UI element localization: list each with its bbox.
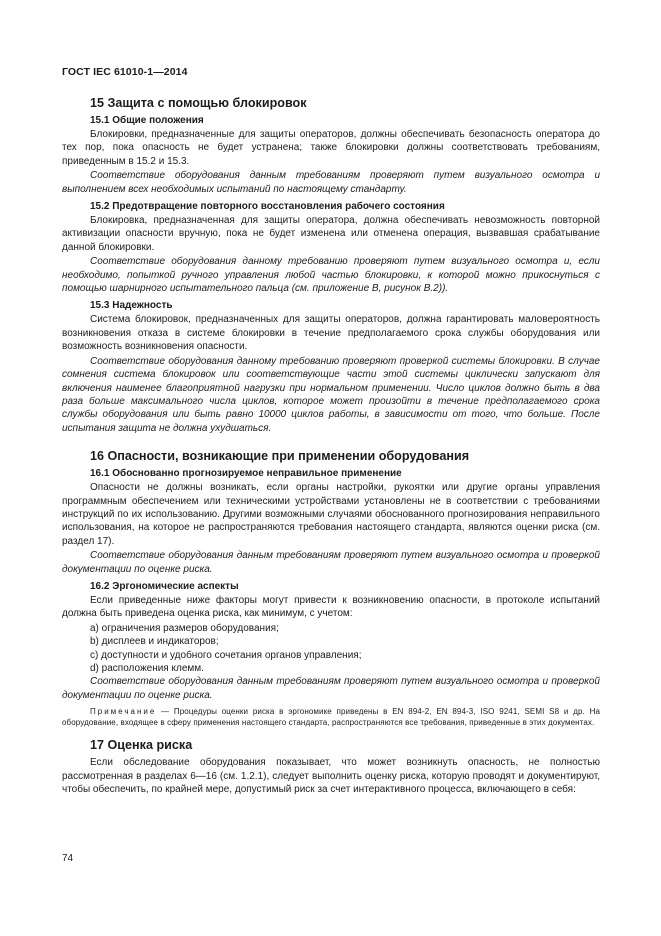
section-15-3-heading: 15.3 Надежность bbox=[90, 300, 173, 312]
section-15-1-heading: 15.1 Общие положения bbox=[90, 115, 204, 126]
section-16-1-heading: 16.1 Обоснованно прогнозируемое неправильное применение bbox=[90, 468, 402, 480]
paragraph: Блокировки, предназначенные для защиты операторов, должны обеспечивать безопасность оператора до тех пор, пока опасность не будет устранена; также блокировки должны соответствовать требованиям, приведенным в 15.2 и 15.3. bbox=[62, 129, 600, 167]
list-item: c) доступности и удобного сочетания органов управления; bbox=[90, 649, 362, 661]
paragraph: Опасности не должны возникать, если органы настройки, рукоятки или другие органы управления программным обеспечением или техническими устройствами установлены не в соответствии с требованиями инструкций по их использованию. Другими возможными случаями обоснованного прогнозирования неправильного использования, на которое не распространяются требования настоящего стандарта, являются оценки риска (см. раздел 17). bbox=[62, 482, 600, 547]
compliance-paragraph: Соответствие оборудования данному требованию проверяют путем визуального осмотра и, если необходимо, попыткой ручного управления любой частью блокировки, к которой можно прикоснуться с помощью шарнирного испытательного пальца (см. приложение В, рисунок В.2)). bbox=[62, 256, 600, 295]
section-15-heading: 15 Защита с помощью блокировок bbox=[90, 96, 307, 110]
page-number: 74 bbox=[62, 853, 74, 864]
note bbox=[62, 706, 600, 728]
section-17-heading: 17 Оценка риска bbox=[90, 738, 193, 753]
section-16-heading: 16 Опасности, возникающие при применении оборудования bbox=[90, 449, 470, 464]
list-item: a) ограничения размеров оборудования; bbox=[90, 622, 279, 634]
note-text: — Процедуры оценки риска в эргономике приведены в EN 894-2, EN 894-3, ISO 9241, SEMI S8 и др. На оборудование, входящее в сферу применения настоящего стандарта, распространяются все требования, приведенные в этих документах. bbox=[62, 707, 600, 728]
note-label: Примечание bbox=[90, 707, 157, 717]
page-content bbox=[62, 88, 600, 797]
compliance-paragraph: Соответствие оборудования данным требованиям проверяют путем визуального осмотра и выполнением всех необходимых испытаний по настоящему стандарту. bbox=[62, 170, 600, 195]
list-item: d) расположения клемм. bbox=[90, 663, 204, 674]
section-16-2-heading: 16.2 Эргономические аспекты bbox=[90, 580, 239, 592]
paragraph: Если обследование оборудования показывает, что может возникнуть опасность, не полностью рассмотренная в разделах 6—16 (см. 1.2.1), следует выполнить оценку риска, которую проводят и документируют, чтобы обеспечить, по крайней мере, допустимый риск за счет интерактивного процесса, включающего в себя: bbox=[62, 757, 600, 796]
paragraph: Если приведенные ниже факторы могут привести к возникновению опасности, в протоколе испытаний должна быть приведена оценка риска, как минимум, с учетом: bbox=[62, 594, 600, 620]
compliance-paragraph: Соответствие оборудования данным требованиям проверяют путем визуального осмотра и проверкой документации по оценке риска. bbox=[62, 550, 600, 575]
compliance-paragraph: Соответствие оборудования данному требованию проверяют проверкой системы блокировки. В случае сомнения система блокировок или соответствующие части этой системы циклически запускают для включения наименее благоприятной нагрузки при нормальном применении. Число циклов должно быть в два раза больше максимального числа циклов, которое может произойти в течение предполагаемого срока службы оборудования или быть равно 10000 циклов работы, в зависимости от того, что больше. После испытания защита не должна ухудшаться. bbox=[62, 355, 600, 434]
paragraph: Система блокировок, предназначенных для защиты операторов, должна гарантировать маловероятность возникновения отказа в системе блокировки в течение предполагаемого срока службы оборудования или возможность возникновения опасности. bbox=[62, 314, 600, 353]
running-header: ГОСТ IEC 61010-1—2014 bbox=[62, 66, 188, 78]
paragraph: Блокировка, предназначенная для защиты оператора, должна обеспечивать невозможность повторной активизации опасности вручную, пока не будет изменена или отменена операция, вызвавшая срабатывание данной блокировки. bbox=[62, 215, 600, 253]
list-item: b) дисплеев и индикаторов; bbox=[90, 636, 219, 648]
compliance-paragraph: Соответствие оборудования данным требованиям проверяют путем визуального осмотра и проверкой документации по оценке риска. bbox=[62, 676, 600, 701]
section-15-2-heading: 15.2 Предотвращение повторного восстановления рабочего состояния bbox=[90, 201, 445, 213]
